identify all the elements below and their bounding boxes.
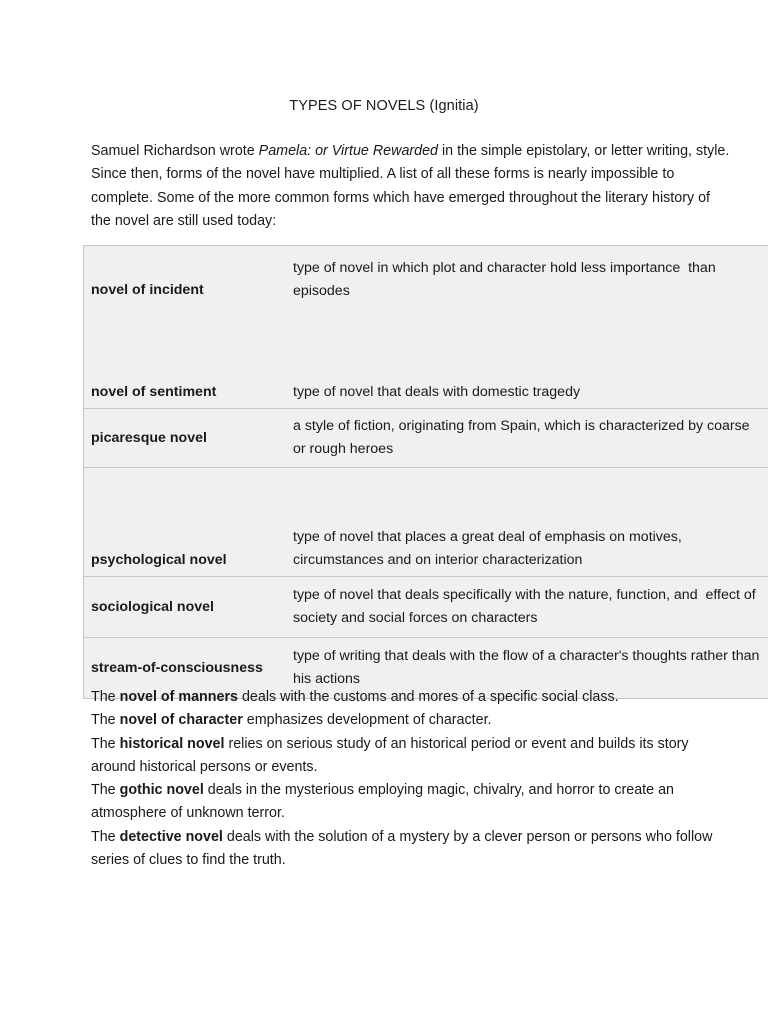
document-title-text: TYPES OF NOVELS (Ignitia) <box>289 98 479 114</box>
definition-cell: a style of fiction, originating from Spain, which is characterized by coarse or rough heroes <box>292 409 768 468</box>
definition-cell: type of novel that deals with domestic tragedy <box>293 383 581 400</box>
closing-line <box>91 733 731 780</box>
intro-paragraph <box>91 140 731 233</box>
intro-book-title: Pamela: or Virtue Rewarded <box>258 143 439 159</box>
table-row <box>84 246 768 377</box>
definition-cell: type of novel that places a great deal of emphasis on motives, circumstances and on interior characterization <box>292 468 768 577</box>
closing-term: historical novel <box>119 735 225 752</box>
closing-line <box>91 779 731 826</box>
intro-text-after: in the simple epistolary, or letter writing, style. Since then, forms of the novel have multiplied. A list of all these forms is nearly impossible to complete. Some of the more common forms which have emerged throughout the literary history of the novel are still used today: <box>91 143 730 229</box>
document-title <box>0 98 768 114</box>
definition-cell: type of novel that deals specifically with the nature, function, and effect of society and social forces on characters <box>292 577 768 638</box>
closing-term: detective novel <box>119 828 223 845</box>
closing-line <box>91 709 731 732</box>
closing-line <box>91 686 731 709</box>
definition-cell: type of novel in which plot and character hold less importance than episodes <box>292 246 768 377</box>
table-row <box>84 577 768 638</box>
term-cell: novel of sentiment <box>84 376 293 409</box>
closing-term: novel of manners <box>119 689 238 705</box>
closing-text: The <box>91 689 120 705</box>
term-cell: psychological novel <box>84 468 293 577</box>
closing-text: The <box>91 712 120 729</box>
closing-text: The <box>91 828 120 845</box>
definition-cell: type of writing that deals with the flow of a character's thoughts rather than his actions <box>292 638 768 699</box>
table-row <box>84 409 768 468</box>
closing-text: deals with the solution of a mystery by a clever person or persons who follow series of clues to find the truth. <box>91 828 713 869</box>
closing-line <box>91 826 731 873</box>
novel-types-table <box>83 245 768 699</box>
closing-term: novel of character <box>119 712 243 729</box>
closing-text: deals in the mysterious employing magic, chivalry, and horror to create an atmosphere of unknown terror. <box>91 782 674 822</box>
table-row <box>84 468 768 577</box>
closing-term: gothic novel <box>119 782 204 799</box>
term-cell: picaresque novel <box>84 409 293 468</box>
closing-text: emphasizes development of character. <box>242 712 492 729</box>
term-cell: novel of incident <box>84 246 293 377</box>
intro-text-before: Samuel Richardson wrote <box>91 143 259 159</box>
closing-text: deals with the customs and mores of a specific social class. <box>238 689 619 705</box>
closing-text: The <box>91 735 120 752</box>
term-cell: sociological novel <box>84 577 293 638</box>
closing-paragraphs <box>91 686 731 872</box>
closing-text: relies on serious study of an historical period or event and builds its story around historical persons or events. <box>91 735 689 775</box>
closing-text: The <box>91 782 120 799</box>
term-cell: stream-of-consciousness <box>84 638 293 699</box>
table-row <box>84 376 768 409</box>
